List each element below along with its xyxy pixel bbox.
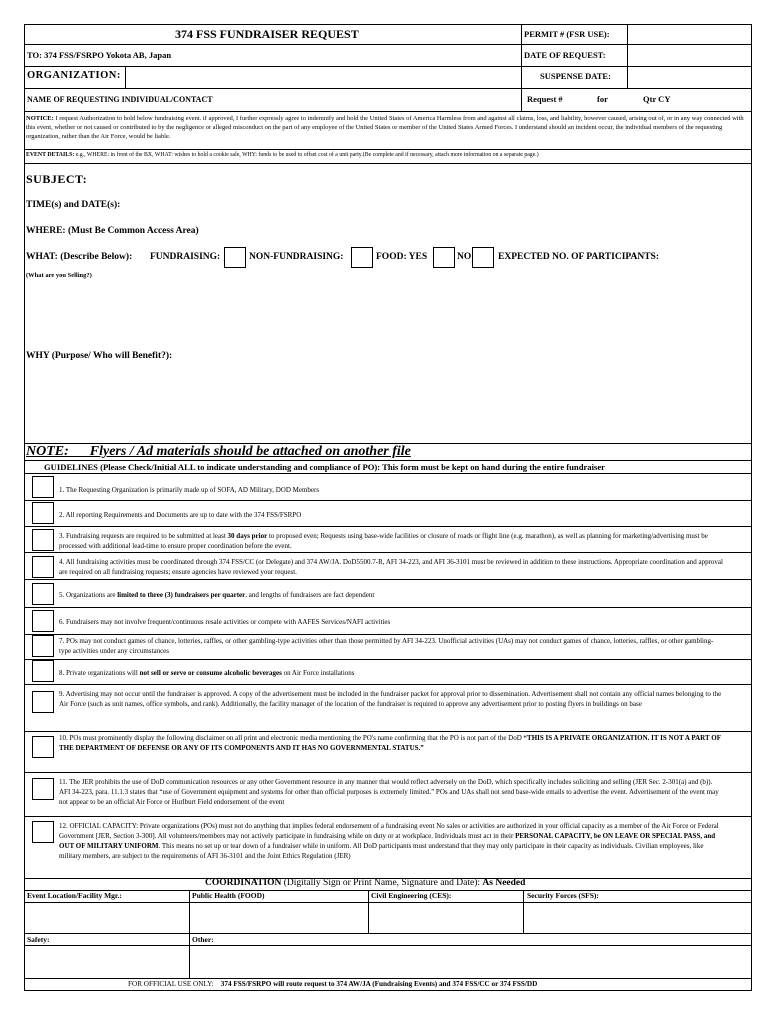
- guideline-12-part-a: 12. OFFICIAL CAPACITY: Private organizations (POs) must not do anything that implies federal endorsement of a fundraising event No sales or activities are authorized in your official capacity as a member of the Air Force or Federal Government [JER, Section 3-300]. All volunteers/members may not actively participate in fundraising while on duty or at workplace. Individuals must act in their: [59, 822, 719, 840]
- where-label: WHERE: (Must Be Common Access Area): [26, 226, 199, 236]
- guideline-1-part-a: 1. The Requesting Organization is primarily made up of SOFA, AD Military, DOD Members: [59, 486, 320, 494]
- why-field[interactable]: [26, 365, 748, 440]
- guideline-text-9: [59, 689, 724, 709]
- notice-label: NOTICE:: [26, 115, 54, 122]
- organization-label: ORGANIZATION:: [27, 70, 121, 81]
- note-banner: NOTE: Flyers / Ad materials should be attached on another file: [26, 444, 411, 459]
- event-location-label: Event Location/Facility Mgr.:: [27, 891, 122, 900]
- non-fundraising-checkbox[interactable]: [351, 247, 373, 268]
- coordination-needed: As Needed: [482, 878, 526, 888]
- participants-label: EXPECTED NO. OF PARTICIPANTS:: [498, 252, 659, 262]
- event-details-text: e.g., WHERE: in front of the BX, WHAT: wishes to hold a cookie sale, WHY: funds to be used to offset cost of a unit party.(Be complete and if necessary, attach more information on a separate page.): [75, 152, 539, 158]
- guideline-text-12: [59, 821, 724, 861]
- guideline-divider: [24, 684, 752, 685]
- permit-label: PERMIT # (FSR USE):: [524, 29, 610, 39]
- why-label: WHY (Purpose/ Who will Benefit?):: [26, 351, 173, 361]
- guideline-checkbox-8[interactable]: [32, 660, 54, 682]
- guideline-3-part-a: 3. Fundraising requests are required to be submitted at least: [59, 532, 228, 540]
- guideline-text-7: [59, 636, 724, 656]
- guideline-text-4: [59, 557, 724, 577]
- date-of-request-label: DATE OF REQUEST:: [524, 50, 606, 60]
- what-description-field[interactable]: [26, 283, 748, 343]
- guideline-checkbox-4[interactable]: [32, 556, 54, 578]
- guideline-divider: [24, 552, 752, 553]
- time-date-label: TIME(s) and DATE(s):: [26, 200, 121, 210]
- guideline-11-part-a: 11. The JER prohibits the use of DoD communication resources or any other Government resource in any manner that would reflect adversely on the DoD, which specifically includes soliciting and selling (JER Sec. 2-301(a) and (b)). AFI 34-223, para. 11.1.3 states that “use of Government equipment and systems for other than official purposes is extremely limited.” POs and UAs shall not send base-wide emails to advertise the event. Advertisement of the event may not appear to be an official Air Force or Hurlburt Field endorsement of the event: [59, 778, 719, 806]
- organization-field[interactable]: [126, 67, 521, 88]
- coordination-heading: [205, 879, 525, 889]
- guideline-3-part-b: 30 days prior: [227, 532, 268, 540]
- subject-label: SUBJECT:: [26, 172, 88, 186]
- guideline-text-6: [59, 617, 724, 627]
- fundraising-label: FUNDRAISING:: [150, 252, 221, 262]
- guideline-checkbox-12[interactable]: [32, 821, 54, 843]
- permit-field[interactable]: [628, 25, 751, 44]
- guideline-checkbox-9[interactable]: [32, 691, 54, 713]
- guideline-divider: [24, 500, 752, 501]
- civil-engineering-signature[interactable]: [369, 903, 522, 933]
- guideline-12-part-b: PERSONAL CAPACITY, be ON LEAVE OR SPECIAL PASS, and OUT OF MILITARY UNIFORM: [59, 832, 716, 850]
- date-of-request-field[interactable]: [628, 45, 751, 66]
- fundraising-checkbox[interactable]: [224, 247, 246, 268]
- guideline-text-11: [59, 777, 724, 807]
- request-for-label: for: [597, 94, 608, 104]
- other-label: Other:: [192, 935, 214, 944]
- guideline-5-part-a: 5. Organizations are: [59, 591, 118, 599]
- guideline-text-3: [59, 531, 724, 551]
- food-yes-checkbox[interactable]: [433, 247, 455, 268]
- suspense-date-field[interactable]: [628, 67, 751, 88]
- other-signature[interactable]: [190, 946, 751, 977]
- form-title: 374 FSS FUNDRAISER REQUEST: [175, 27, 359, 41]
- guideline-divider: [24, 526, 752, 527]
- coordination-subtitle: (Digitally Sign or Print Name, Signature and Date):: [281, 878, 483, 888]
- notice-text: [26, 114, 748, 141]
- selling-label: (What are you Selling?): [26, 272, 92, 279]
- event-details-label: EVENT DETAILS:: [26, 152, 75, 158]
- guideline-checkbox-11[interactable]: [32, 778, 54, 800]
- guideline-text-1: [59, 485, 724, 495]
- guideline-divider: [24, 816, 752, 817]
- guideline-6-part-a: 6. Fundraisers may not involve frequent/continuous resale activities or compete with AAFES Services/NAFI activities: [59, 618, 391, 626]
- coordination-title: COORDINATION: [205, 878, 282, 888]
- guideline-divider: [24, 772, 752, 773]
- guideline-10-part-a: 10. POs must prominently display the following disclaimer on all print and electronic media mentioning the PO's name confirming that the PO is not part of the DoD: [59, 734, 524, 742]
- request-qtr-label: Qtr CY: [643, 94, 671, 104]
- guideline-text-5: [59, 590, 724, 600]
- guideline-divider: [24, 579, 752, 580]
- guideline-8-part-c: on Air Force installations: [281, 669, 355, 677]
- guideline-checkbox-5[interactable]: [32, 583, 54, 605]
- guideline-5-part-c: , and lengths of fundraisers are fact dependent: [245, 591, 375, 599]
- food-no-label: NO: [457, 252, 472, 262]
- security-forces-label: Security Forces (SFS):: [527, 891, 599, 900]
- guideline-text-10: [59, 733, 724, 753]
- food-no-checkbox[interactable]: [472, 247, 494, 268]
- participants-field[interactable]: [675, 247, 748, 267]
- what-label: WHAT: (Describe Below):: [26, 252, 133, 262]
- guideline-7-part-a: 7. POs may not conduct games of chance, lotteries, raffles, or other gambling-type activities other than those permitted by AFI 34-223. Unofficial activities (UAs) may not conduct games of chance, lotteries, raffles, or other gambling-type activities under any circumstances: [59, 637, 714, 655]
- suspense-date-label: SUSPENSE DATE:: [540, 71, 611, 81]
- footer: [128, 981, 537, 988]
- guideline-5-part-b: limited to three (3) fundraisers per quarter: [117, 591, 246, 599]
- civil-engineering-label: Civil Engineering (CES):: [371, 891, 452, 900]
- guideline-text-8: [59, 668, 724, 678]
- safety-signature[interactable]: [25, 946, 188, 977]
- guidelines-header: GUIDELINES (Please Check/Initial ALL to indicate understanding and compliance of PO): This form must be kept on hand during the entire fundraiser: [44, 462, 605, 472]
- guideline-divider: [24, 731, 752, 732]
- where-field[interactable]: [215, 222, 748, 240]
- guideline-divider: [24, 607, 752, 608]
- guideline-checkbox-2[interactable]: [32, 502, 54, 524]
- guideline-8-part-b: not sell or serve or consume alcoholic beverages: [139, 669, 282, 677]
- guideline-12-part-c: . This means no set up or tear down of a fundraiser while in uniform. All DoD participants must understand that they may only participate in their capacity as individuals. Civilian employees, like military members, are subject to the requirements of AFI 36-3101 and the Joint Ethics Regulation (JER): [59, 842, 704, 860]
- guideline-8-part-a: 8. Private organizations will: [59, 669, 140, 677]
- public-health-signature[interactable]: [190, 903, 367, 933]
- to-label: TO: 374 FSS/FSRPO Yokota AB, Japan: [27, 50, 172, 60]
- guideline-text-2: [59, 510, 724, 520]
- guideline-divider: [24, 659, 752, 660]
- guideline-checkbox-10[interactable]: [32, 736, 54, 758]
- public-health-label: Public Health (FOOD): [192, 891, 265, 900]
- guideline-4-part-a: 4. All fundraising activities must be coordinated through 374 FSS/CC (or Delegate) and 374 AW/JA. DoD5500.7-R, AFI 34-223, and AFI 36-3101 must be reviewed in addition to these instructions. Appropriate coordination and approval are required on all fundraising requests; ensure agencies have reviewed your request.: [59, 558, 723, 576]
- subject-field[interactable]: [100, 169, 748, 189]
- requester-label: NAME OF REQUESTING INDIVIDUAL/CONTACT: [27, 95, 213, 104]
- request-number-label: Request #: [527, 94, 563, 104]
- event-location-signature[interactable]: [25, 903, 188, 933]
- footer-text: 374 FSS/FSRPO will route request to 374 AW/JA (Fundraising Events) and 374 FSS/CC or 374 FSS/DD: [220, 980, 538, 988]
- guideline-2-part-a: 2. All reporting Requirements and Documents are up to date with the 374 FSS/FSRPO: [59, 511, 302, 519]
- guideline-checkbox-1[interactable]: [32, 476, 54, 498]
- guideline-checkbox-7[interactable]: [32, 635, 54, 657]
- security-forces-signature[interactable]: [524, 903, 751, 933]
- event-details: [26, 153, 539, 159]
- guideline-checkbox-3[interactable]: [32, 529, 54, 551]
- non-fundraising-label: NON-FUNDRAISING:: [249, 252, 344, 262]
- guideline-3-part-c: to proposed even; Requests using base-wide facilities or closure of roads or flight line (e.g. marathon), as well as planning for marketing/advertising must be processed with additional lead-time to ensure proper coordination before the event.: [59, 532, 708, 550]
- guideline-10-part-b: “THIS IS A PRIVATE ORGANIZATION. IT IS NOT A PART OF THE DEPARTMENT OF DEFENSE OR ANY OF ITS COMPONENTS AND IT HAS NO GOVERNMENTAL STATUS.”: [59, 734, 721, 752]
- guideline-divider: [24, 634, 752, 635]
- food-yes-label: FOOD: YES: [376, 252, 428, 262]
- footer-label: FOR OFFICIAL USE ONLY:: [128, 980, 214, 988]
- guideline-checkbox-6[interactable]: [32, 610, 54, 632]
- time-date-field[interactable]: [135, 196, 748, 214]
- safety-label: Safety:: [27, 935, 50, 944]
- guideline-9-part-a: 9. Advertising may not occur until the fundraiser is approved. A copy of the advertisement must be included in the fundraiser packet for approval prior to dissemination. Advertisement shall not contain any official names belonging to the Air Force (such as unit names, office symbols, and rank). Additionally, the facility manager of the location of the fundraiser is required to approve any advertisement prior to posting flyers in buildings on base: [59, 690, 722, 708]
- notice-body: I request Authorization to hold below fundraising event. if approved, I further expressly agree to indemnify and hold the United States of America Harmless from and against all claims, loss, and liability, however caused, arising out of, or in any way connected with this event, whether or not caused or contributed to by the negligence or alleged misconduct on the part of any employee of the United States or member of the United States Armed Forces. I understand should an incident occur, the individual members of the requesting organization, rather than the Air Force, would be liable.: [26, 115, 744, 140]
